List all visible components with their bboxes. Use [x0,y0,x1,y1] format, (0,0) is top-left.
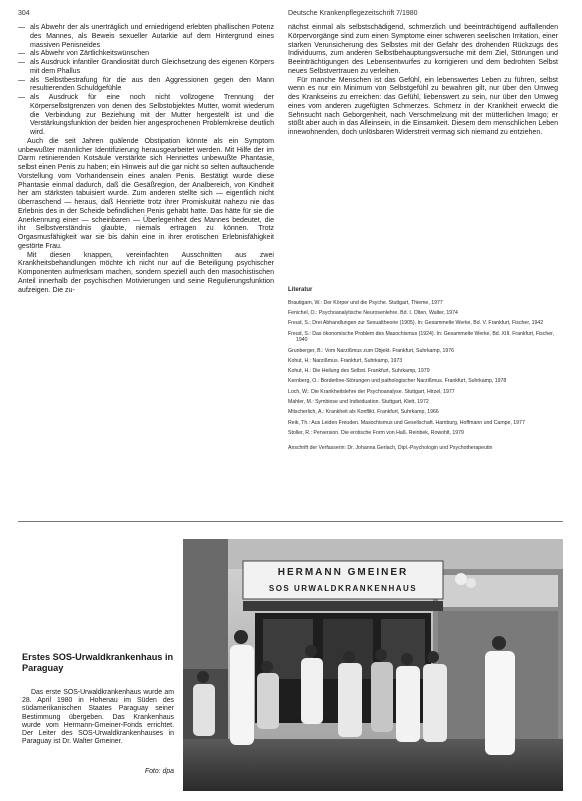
list-item: — als Abwehr der als unerträglich und erniedrigend erlebten phallischen Potenz des Mannes, als Beweis sexueller Autarkie auf dem Hintergrund eines massiven Penisneides [18,24,274,50]
literature-entry: Stoller, R.: Perversion. Die erotische Form von Haß. Reinbek, Rowohlt, 1979 [288,429,464,436]
photo-sign-bottom: SOS URWALDKRANKENHAUS [268,584,418,593]
list-item: — als Ausdruck für eine noch nicht vollzogene Trennung der Körperselbstgrenzen von denen des Selbstobjektes Mutter, womit wiederum die Verbindung zur Beziehung mit der Mutter hergestellt ist und die Verstärkungsfunktion der beiden hier angesprochenen Problemkreise deutlich wird. [18,94,274,138]
literature-section [288,287,558,455]
literature-entry: Mitscherlich, A.: Krankheit als Konflikt. Frankfurt, Suhrkamp, 1966 [288,409,439,416]
literature-entry: Kohut, H.: Narzißmus. Frankfurt, Suhrkamp, 1973 [288,357,403,364]
caption-body [22,689,174,746]
literature-entry: Grunberger, B.: Vom Narzißmus zum Objekt. Frankfurt, Suhrkamp, 1976 [288,347,455,354]
literature-entry: Fenichel, O.: Psychoanalytische Neurosenlehre. Bd. I. Olten, Walter, 1974 [288,310,458,316]
literature-entry: Freud, S.: Drei Abhandlungen zur Sexualtheorie (1905). In: Gesammelte Werke, Bd. V. Frankfurt, Fischer, 1942 [288,320,544,327]
paragraph: nächst einmal als selbstschädigend, schmerzlich und beeinträchtigend auffallenden Körpervorgänge sind zum einen Symptome einer schweren seelischen Irritation, einer starken Verunsicherung des Selbstes mit der Gefahr des drohenden Rückzugs des Individuums, zum anderen Selbstbehauptungsversuche mit dem Ziel, Störungen und Beeinträchtigungen des Lebensentwurfes zu korrigieren und dem bedrohten Selbst neues Selbstvertrauen zu verleihen. [288,24,558,75]
section-divider [18,521,563,522]
caption-title: Erstes SOS-Urwaldkrankenhaus in Paraguay [22,652,174,673]
paragraph: Mit diesen knappen, vereinfachten Ausschnitten aus zwei Krankheitsbehandlungen möchte ich nicht nur auf die Beteiligung psychischer Komponenten aufmerksam machen, sondern speziell auch den masochistischen Anteil innerhalb der psychischen Motivierungen und seine Regulierungsfunktion aufzeigen. Die zu- [18,251,274,294]
hospital-photo [183,539,563,791]
photo-sign-top: HERMANN GMEINER [277,567,409,578]
journal-title: Deutsche Krankenpflegezeitschrift 7/1980 [288,10,418,17]
right-column [288,24,558,138]
literature-entry: Brautigam, W.: Der Körper und die Psyche. Stuttgart, Thieme, 1977 [288,299,443,306]
caption-paragraph: Das erste SOS-Urwaldkrankenhaus wurde am 28. April 1980 in Hohenau im Süden des südamerikanischen Staates Paraguay seiner Bestimmung übergeben. Das Krankenhaus wurde vom Hermann-Gmeiner-Fonds errichtet. Der Leiter des SOS-Urwaldkrankenhauses in Paraguay ist Dr. Walter Gmeiner. [22,689,174,746]
author-address: Anschrift der Verfasserin: Dr. Johanna Gerlach, Dipl.-Psychologin und Psychotherapeutin [288,444,493,451]
literature-entry: Kohut, H.: Die Heilung des Selbst. Frankfurt, Suhrkamp, 1979 [288,368,430,375]
paragraph: Auch die seit Jahren quälende Obstipation könnte als ein Symptom unbewußter männlicher Identifizierung herausgearbeitet werden. Mit Hilfe der im Darm retinierenden Kotsäule verstärkte sich Henriettes unbewußte Phantasie, selbst einen Penis zu haben; ein Hinweis auf die gar nicht so selten auftauchende Vorstellung vom Vorhandensein eines analen Penis. Bestätigt wurde diese Phantasie einmal dadurch, daß die Gesäßregion, der Analbereich, von Kindheit her am stärksten tabuisiert wurde. Zum anderen stellte sich — eigentlich nicht überraschend — heraus, daß Henriette trotz ihrer Promiskuität nahezu nie das Erlebnis des in der Scheide befindlichen Penis gehabt hatte. Das hätte für sie die Anerkennung einer — scheinbaren — Überlegenheit des Mannes bedeutet, die ihr Selbstverständnis glaubte, niemals ertragen zu können. Trotz Orgasmusfähigkeit war sie bis dahin eine in ihrer erotischen Erlebnisfähigkeit gestörte Frau. [18,137,274,250]
list-item: — als Ausdruck infantiler Grandiosität durch Gleichsetzung des eigenen Körpers mit dem Phallus [18,59,274,77]
list [18,24,274,138]
paragraph: Für manche Menschen ist das Gefühl, ein lebenswertes Leben zu führen, selbst wenn es nur ein Minimum von Selbstgefühl zu bewahren gilt, nur über den Umweg des Krankseins zu erreichen: das Gefühl, liebenswert zu sein, nur über den Umweg eines vom anderen zugefügten Schmerzes. Schmerz in der Krankheit erweckt die Sehnsucht nach Geborgenheit, nach Verschmelzung mit der mütterlichen Imago; er stößt aber auch in das Alleinsein, in die Einsamkeit. Diesem dem menschlichen Leben innewohnenden, doch unlösbaren Widerstreit vermag sich niemand zu entziehen. [288,76,558,136]
left-column [18,24,274,295]
literature-entry: Freud, S.: Das ökonomische Problem des Masochismus (1924). In: Gesammelte Werke, Bd. XIII. Frankfurt, Fischer, 1940 [288,330,555,344]
literature-entry: Reik, Th.: Aus Leiden Freuden. Masochismus und Gesellschaft. Hamburg, Hoffmann und Campe, 1977 [288,419,525,426]
photo-credit: Foto: dpa [144,768,174,775]
literature-entry: Kernberg, O.: Borderline-Störungen und pathologischer Narzißmus. Frankfurt, Suhrkamp, 1978 [288,378,507,385]
literature-entry: Loch, W.: Die Krankheitslehre der Psychoanalyse. Stuttgart, Hirzel, 1977 [288,388,455,395]
literature-entry: Mahler, M.: Symbiose und Individuation. Stuttgart, Klett, 1972 [288,399,429,406]
list-item: — als Abwehr von Zärtlichkeitswünschen [18,50,274,59]
literature-heading: Literatur [288,287,313,293]
list-item: — als Selbstbestrafung für die aus den Aggressionen gegen den Mann resultierenden Schuldgefühle [18,77,274,95]
page-number: 304 [18,10,30,17]
